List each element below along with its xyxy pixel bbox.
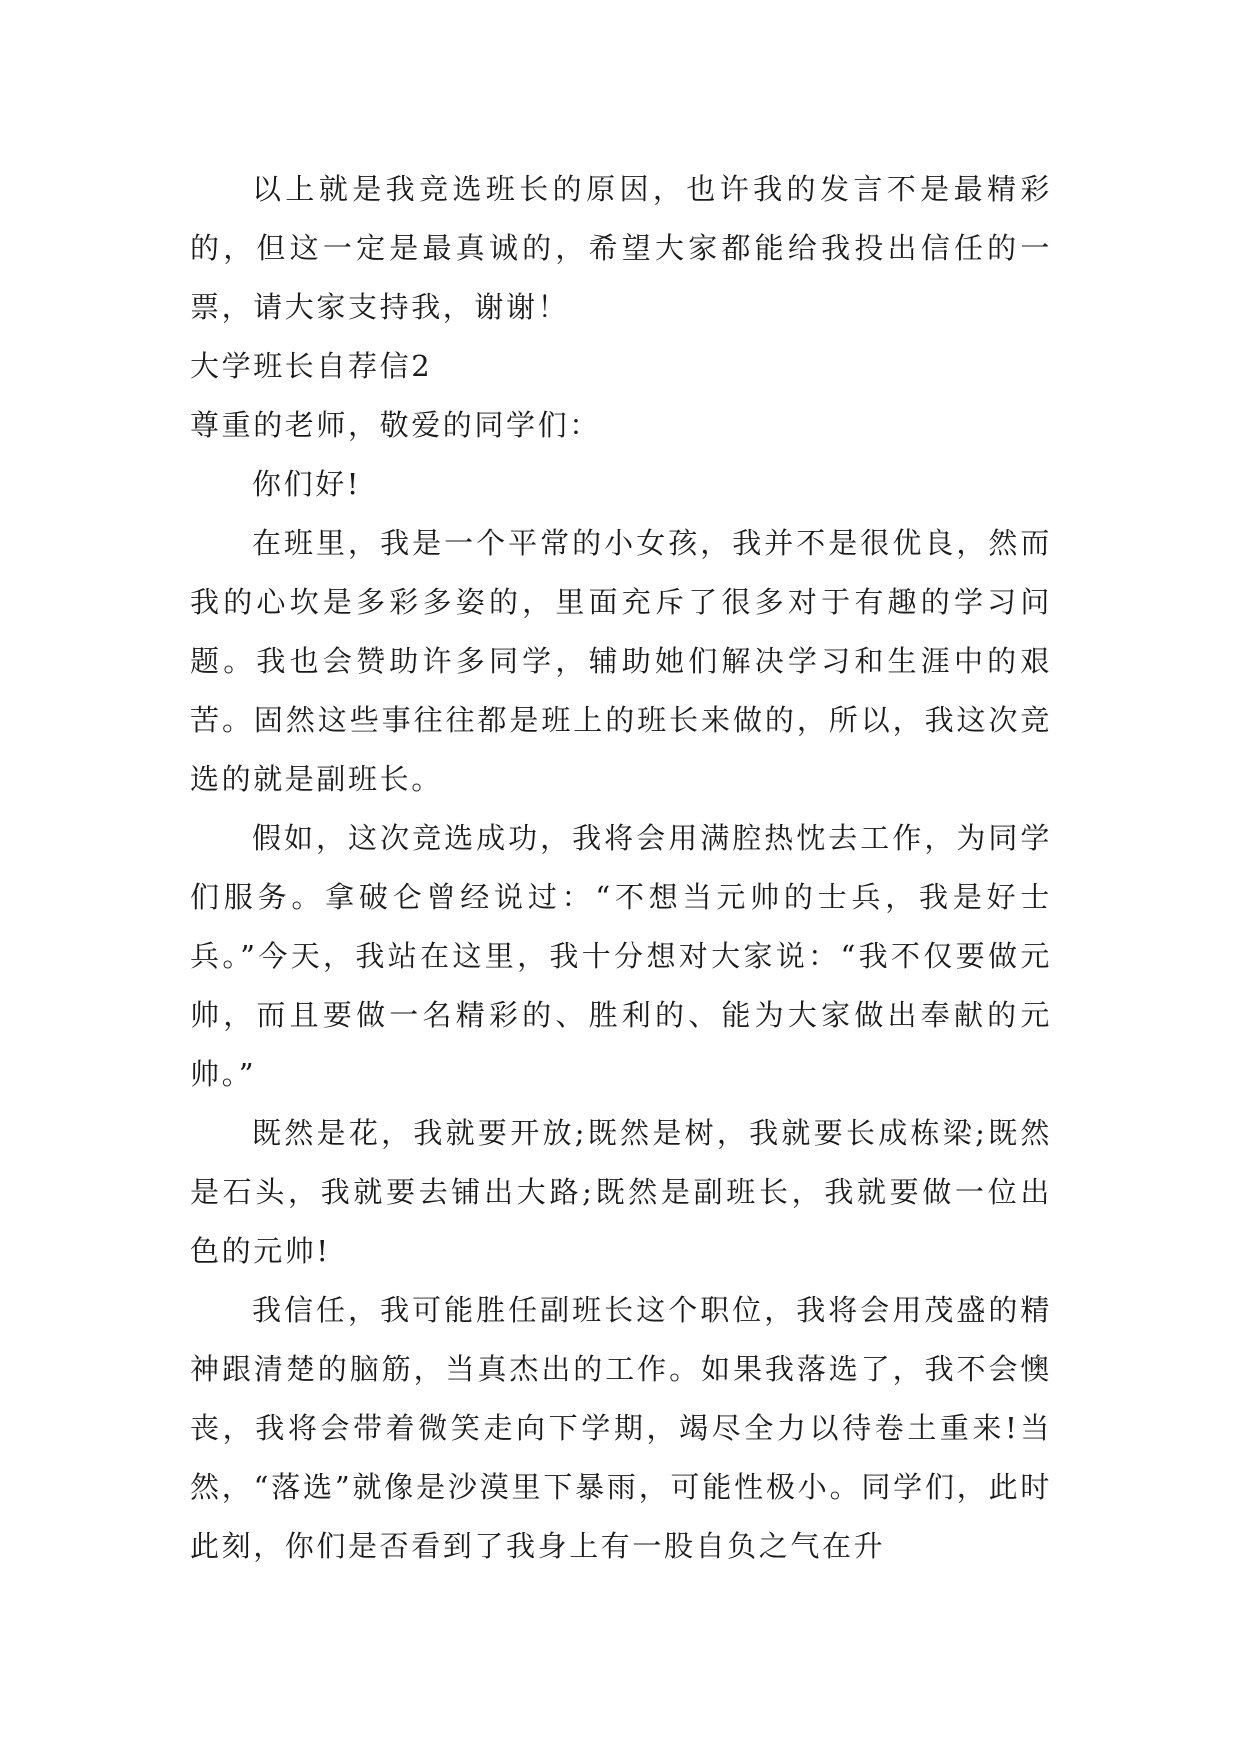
paragraph-confidence: 我信任，我可能胜任副班长这个职位，我将会用茂盛的精神跟清楚的脑筋，当真杰出的工作。如果我落选了，我不会懊丧，我将会带着微笑走向下学期，竭尽全力以待卷土重来!当然，“落选”就像是沙漠里下暴雨，可能性极小。同学们，此时此刻，你们是否看到了我身上有一股自负之气在升 xyxy=(190,1293,1052,1563)
paragraph-goal: 假如，这次竞选成功，我将会用满腔热忱去工作，为同学们服务。拿破仑曾经说过：“不想当元帅的士兵，我是好士兵。”今天，我站在这里，我十分想对大家说：“我不仅要做元帅，而且要做一名精彩的、胜利的、能为大家做出奉献的元帅。” xyxy=(190,821,1052,1091)
document-body xyxy=(190,160,1052,1576)
paragraph-intro: 在班里，我是一个平常的小女孩，我并不是很优良，然而我的心坎是多彩多姿的，里面充斥了很多对于有趣的学习问题。我也会赞助许多同学，辅助她们解决学习和生涯中的艰苦。固然这些事往往都是班上的班长来做的，所以，我这次竞选的就是副班长。 xyxy=(190,526,1052,796)
greeting: 你们好! xyxy=(252,467,362,501)
paragraph-closing: 以上就是我竞选班长的原因，也许我的发言不是最精彩的，但这一定是最真诚的，希望大家都能给我投出信任的一票，请大家支持我，谢谢！ xyxy=(190,172,1052,324)
salutation: 尊重的老师，敬爱的同学们： xyxy=(190,408,601,442)
letter-title: 大学班长自荐信2 xyxy=(190,349,433,383)
paragraph-metaphor: 既然是花，我就要开放;既然是树，我就要长成栋梁;既然是石头，我就要去铺出大路;既然是副班长，我就要做一位出色的元帅! xyxy=(190,1116,1052,1268)
